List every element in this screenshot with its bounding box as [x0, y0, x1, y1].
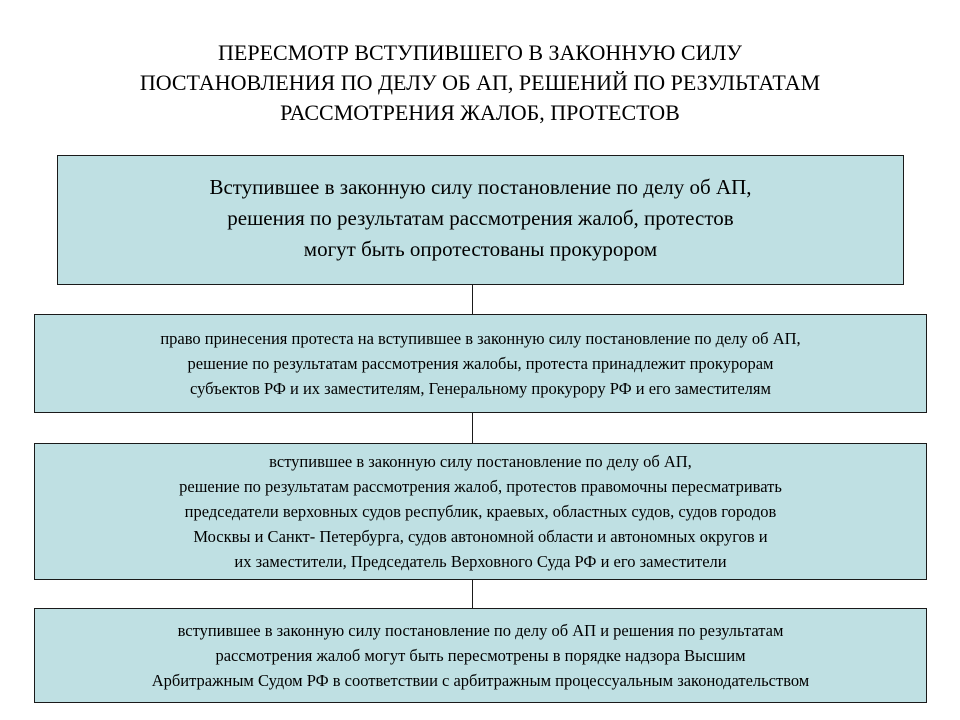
page-title: ПЕРЕСМОТР ВСТУПИВШЕГО В ЗАКОННУЮ СИЛУ ПОСТАНОВЛЕНИЯ ПО ДЕЛУ ОБ АП, РЕШЕНИЙ ПО РЕЗУЛЬТАТАМ РАССМОТРЕНИЯ ЖАЛОБ, ПРОТЕСТОВ — [139, 40, 821, 125]
box-review-by-arbitration-court-text: вступившее в законную силу постановление по делу об АП и решения по результатам рассмотрения жалоб могут быть пересмотрены в порядке надзора Высшим Арбитражным Судом РФ в соответствии с арбитражным процессуальным законодательством — [151, 621, 810, 690]
box-right-to-protest — [34, 314, 927, 413]
box-review-by-court-chairs-text: вступившее в законную силу постановление по делу об АП, решение по результатам рассмотрения жалоб, протестов правомочны пересматривать председатели верховных судов республик, краевых, областных судов, судов городов Москвы и Санкт- Петербурга, судов автономной области и автономных округов и их заместители, Председатель Верховного Суда РФ и его заместители — [179, 452, 782, 571]
box-review-by-court-chairs — [34, 443, 927, 580]
box-protest-by-prosecutor-text: Вступившее в законную силу постановление по делу об АП, решения по результатам рассмотрения жалоб, протестов могут быть опротестованы прокурором — [209, 174, 752, 261]
connector-line — [472, 413, 473, 443]
box-protest-by-prosecutor — [57, 155, 904, 285]
box-review-by-arbitration-court — [34, 608, 927, 703]
box-right-to-protest-text: право принесения протеста на вступившее в законную силу постановление по делу об АП, решение по результатам рассмотрения жалобы, протеста принадлежит прокурорам субъектов РФ и их заместителям, Генеральному прокурору РФ и его заместителям — [160, 329, 801, 398]
connector-line — [472, 580, 473, 608]
connector-line — [472, 285, 473, 314]
